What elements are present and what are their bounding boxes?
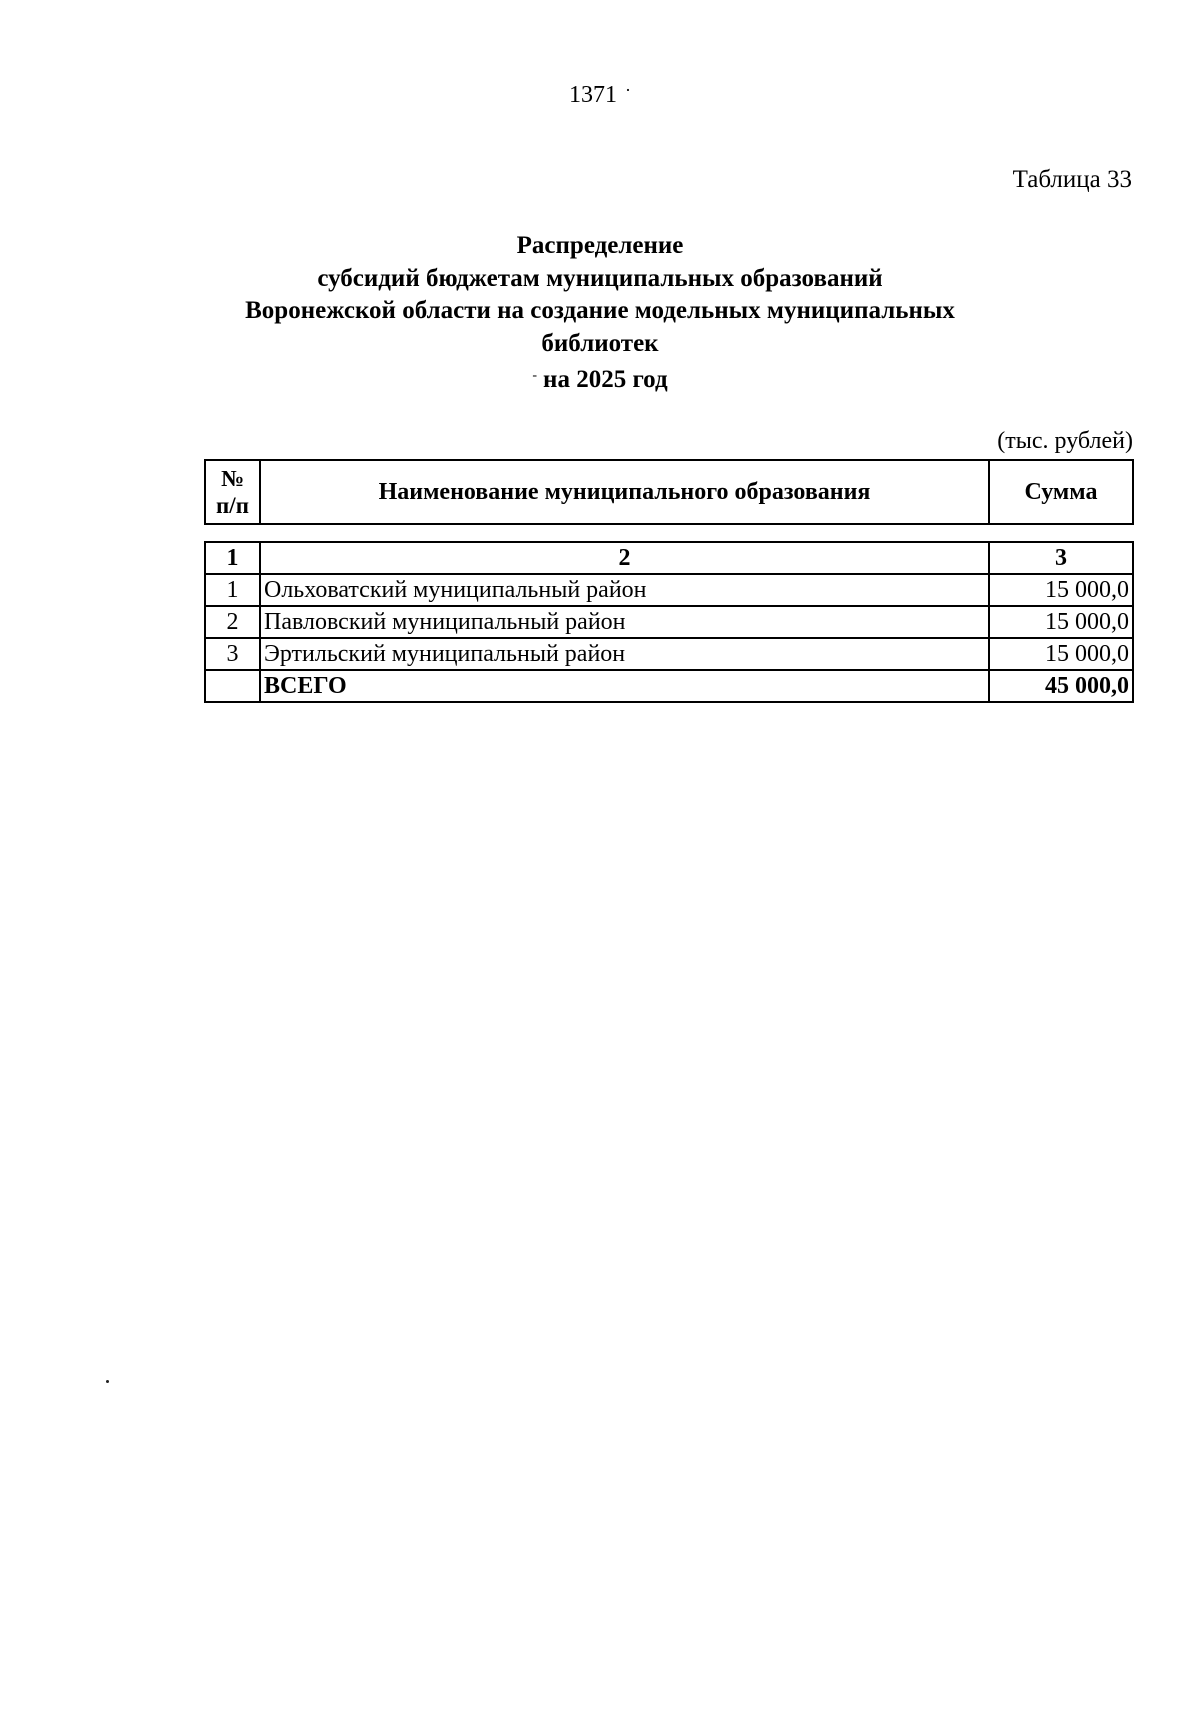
- header-num: [205, 460, 260, 524]
- title-year: на 2025 год: [543, 366, 668, 393]
- title-line-3: Воронежской области на создание модельных муниципальных: [245, 297, 955, 324]
- header-name: Наименование муниципального образования: [260, 460, 989, 524]
- page-number: [0, 80, 1200, 109]
- units-label: (тыс. рублей): [997, 428, 1133, 454]
- column-number-2: 2: [260, 542, 989, 574]
- header-num-line2: п/п: [216, 493, 249, 518]
- table-header: [204, 459, 1134, 525]
- title-line-2: субсидий бюджетам муниципальных образований: [317, 264, 883, 292]
- row-name: Ольховатский муниципальный район: [260, 574, 989, 606]
- table-label: Таблица 33: [1012, 166, 1132, 193]
- table-row: [205, 606, 1133, 638]
- row-sum: 15 000,0: [989, 638, 1133, 670]
- total-num: [205, 670, 260, 702]
- title-tick-mark: -: [532, 368, 538, 383]
- row-sum: 15 000,0: [989, 606, 1133, 638]
- total-row: [205, 670, 1133, 702]
- table-row: [205, 574, 1133, 606]
- title-line-4: библиотек: [541, 329, 659, 357]
- scan-speck: [106, 1380, 109, 1383]
- row-num: 3: [205, 638, 260, 670]
- total-label: ВСЕГО: [260, 670, 989, 702]
- row-num: 2: [205, 606, 260, 638]
- column-number-3: 3: [989, 542, 1133, 574]
- header-row: [205, 460, 1133, 524]
- table-row: [205, 638, 1133, 670]
- title-line-5: [0, 360, 1200, 397]
- column-number-1: 1: [205, 542, 260, 574]
- total-sum: 45 000,0: [989, 670, 1133, 702]
- title-line-1: Распределение: [516, 232, 684, 259]
- page-number-text: 1371: [569, 82, 617, 108]
- page-number-mark: ·: [625, 80, 631, 100]
- header-sum: Сумма: [989, 460, 1133, 524]
- document-title: [0, 230, 1200, 397]
- header-num-line1: №: [220, 466, 245, 491]
- row-sum: 15 000,0: [989, 574, 1133, 606]
- column-numbers-row: [205, 542, 1133, 574]
- row-num: 1: [205, 574, 260, 606]
- row-name: Эртильский муниципальный район: [260, 638, 989, 670]
- data-table: [204, 541, 1134, 703]
- row-name: Павловский муниципальный район: [260, 606, 989, 638]
